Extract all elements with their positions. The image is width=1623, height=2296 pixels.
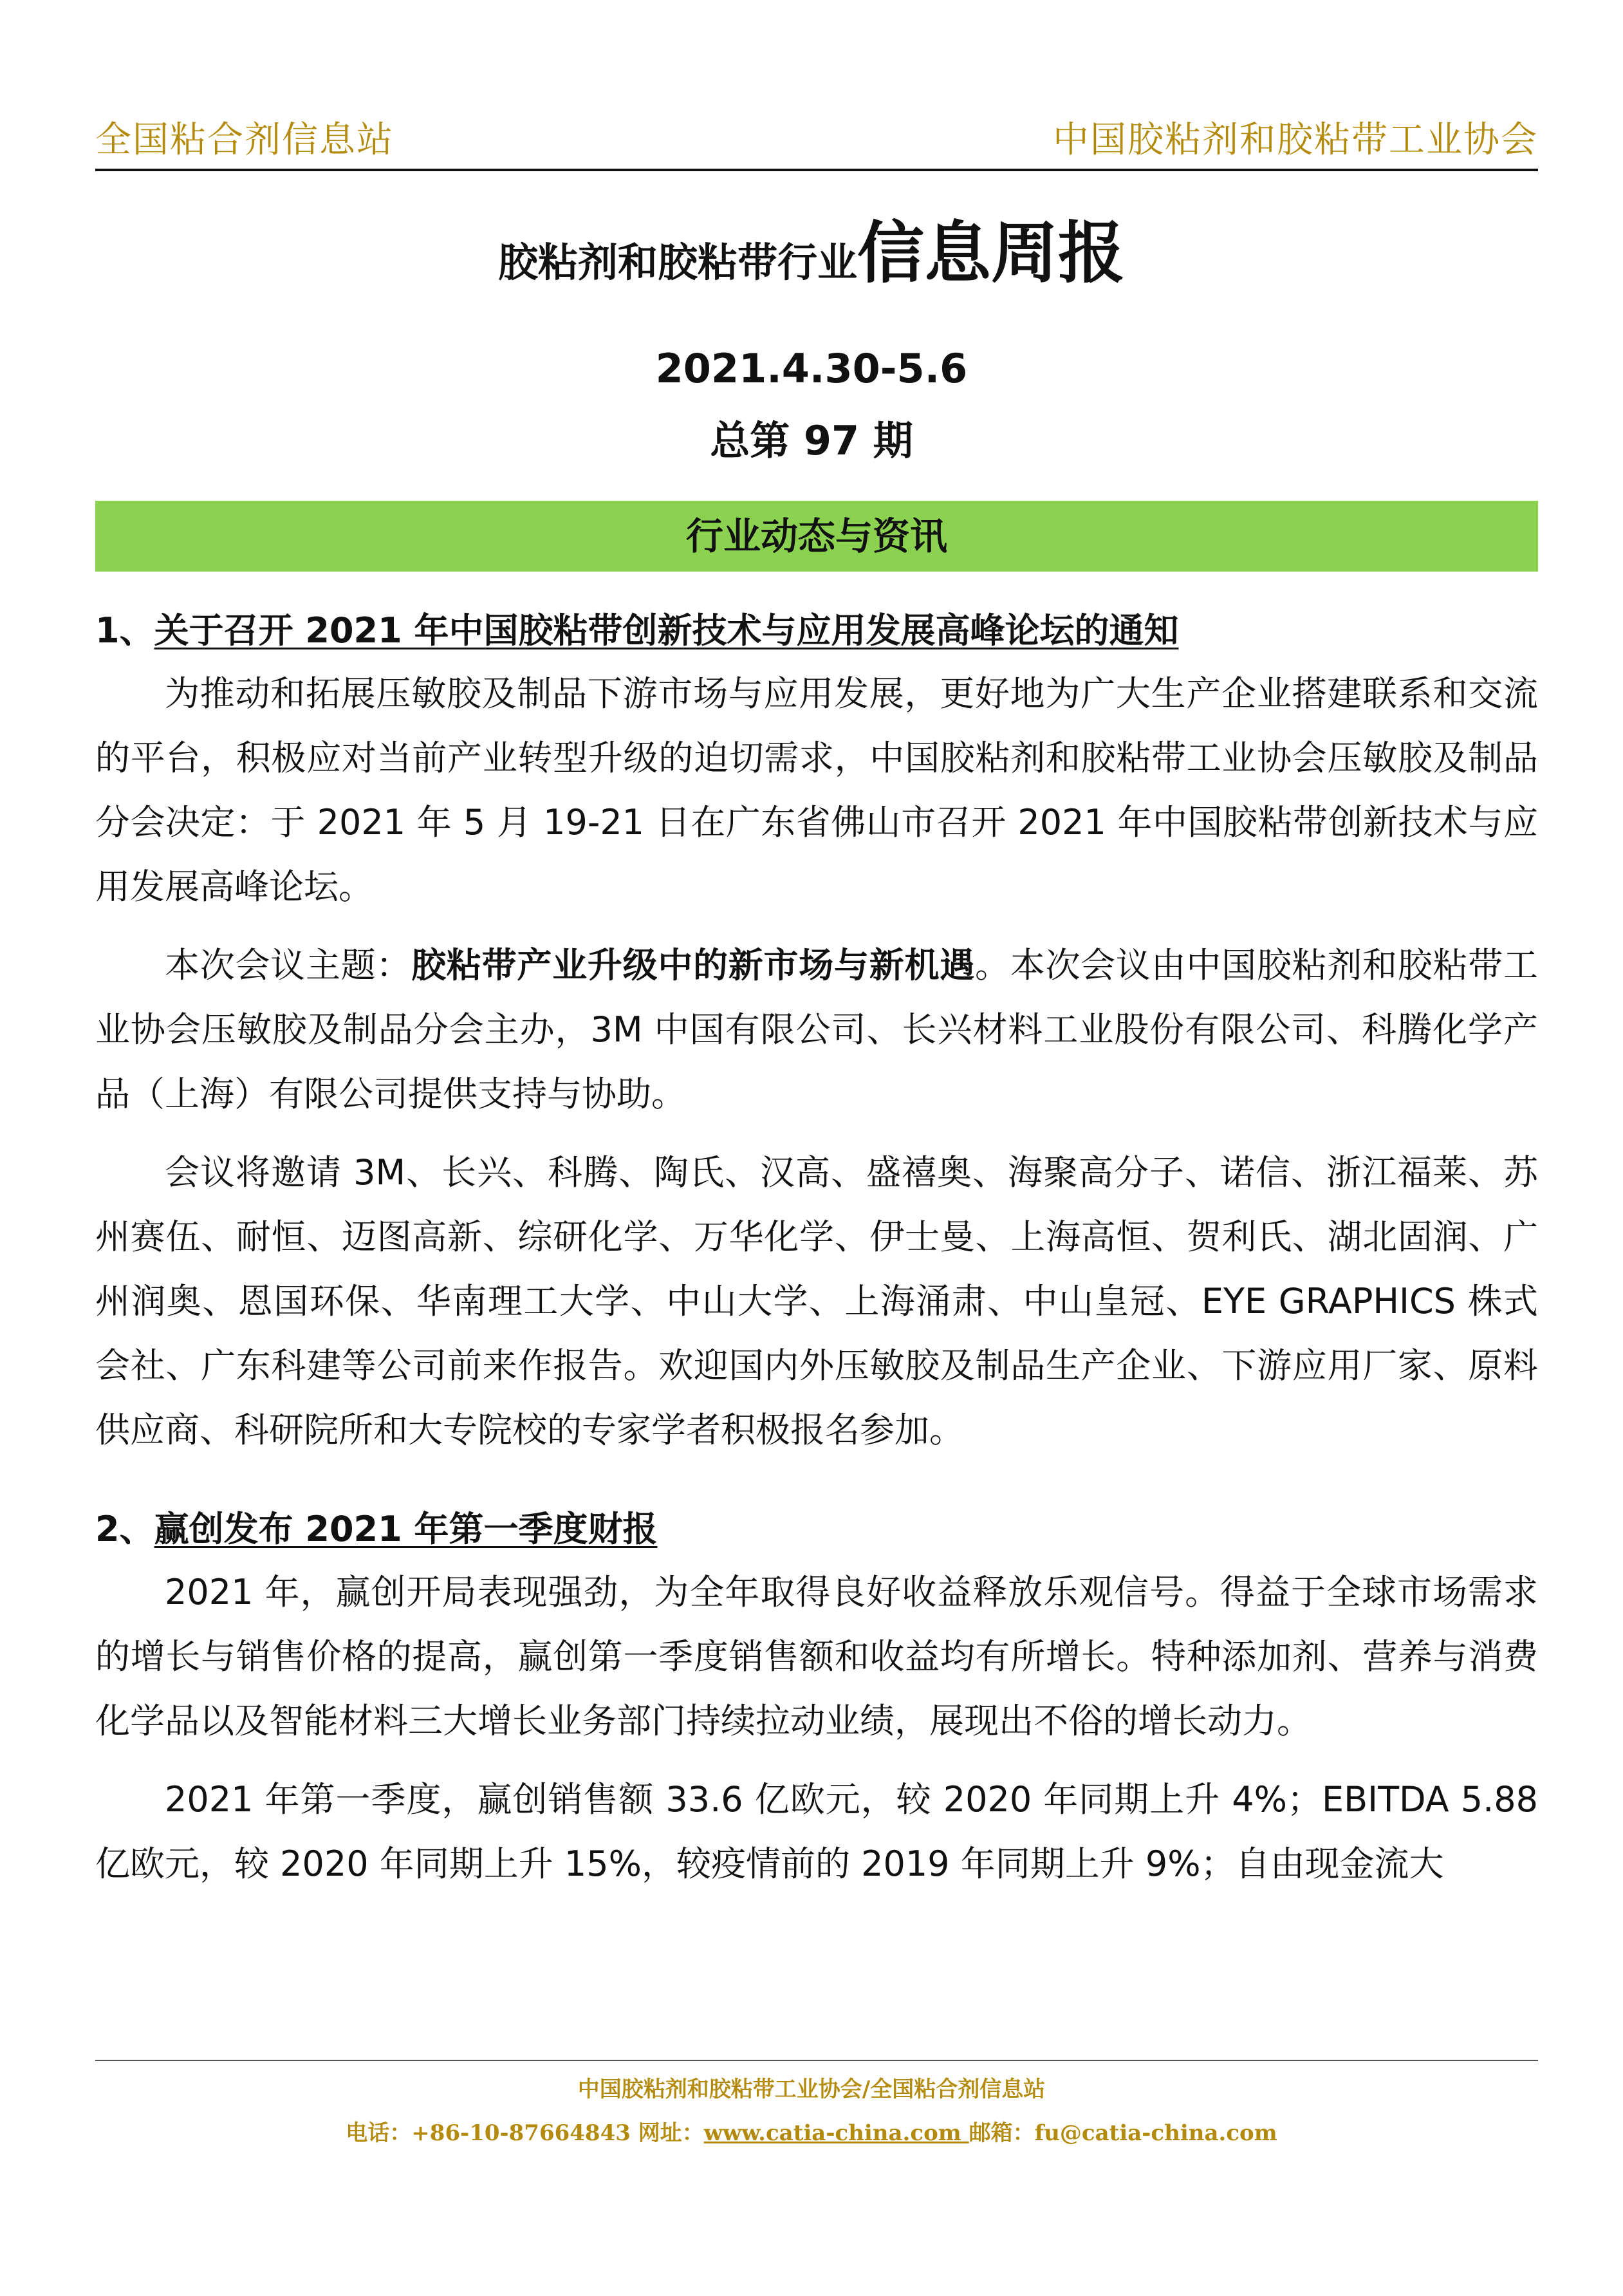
article-title-link[interactable]: 赢创发布 2021 年第一季度财报	[154, 1509, 658, 1549]
date-range: 2021.4.30-5.6	[655, 345, 968, 392]
footer-website-link[interactable]: www.catia-china.com	[703, 2120, 969, 2146]
footer-contact	[0, 2115, 1623, 2151]
article-paragraph-theme	[95, 933, 1538, 1126]
title-part2: 信息周报	[857, 214, 1126, 292]
theme-suffix: 。本次会议由中国胶粘剂和胶粘带工业协会压敏胶及制品分会主办，3M 中国有限公司、长兴材料工业股份有限公司、科腾化学产品（上海）有限公司提供支持与协助。	[95, 945, 1539, 1114]
section-banner: 行业动态与资讯	[95, 501, 1538, 572]
article-list	[95, 600, 1538, 1910]
footer-organization: 中国胶粘剂和胶粘带工业协会/全国粘合剂信息站	[577, 2077, 1046, 2102]
theme-bold: 胶粘带产业升级中的新市场与新机遇	[411, 945, 975, 985]
article-title-link[interactable]: 关于召开 2021 年中国胶粘带创新技术与应用发展高峰论坛的通知	[154, 610, 1179, 651]
article-paragraph: 2021 年，赢创开局表现强劲，为全年取得良好收益释放乐观信号。得益于全球市场需求的增长与销售价格的提高，赢创第一季度销售额和收益均有所增长。特种添加剂、营养与消费化学品以及智能材料三大增长业务部门持续拉动业绩，展现出不俗的增长动力。	[95, 1572, 1538, 1741]
header-site-name: 全国粘合剂信息站	[95, 119, 394, 161]
footer-email-link[interactable]: fu@catia-china.com	[1034, 2120, 1277, 2146]
article-paragraph: 会议将邀请 3M、长兴、科腾、陶氏、汉高、盛禧奥、海聚高分子、诺信、浙江福莱、苏州赛伍、耐恒、迈图高新、综研化学、万华化学、伊士曼、上海高恒、贺利氏、湖北固润、广州润奥、恩国环保、华南理工大学、中山大学、上海涌肃、中山皇冠、EYE GRAPHICS 株式会社、广东科建等公司前来作报告。欢迎国内外压敏胶及制品生产企业、下游应用厂家、原料供应商、科研院所和大专院校的专家学者积极报名参加。	[95, 1152, 1538, 1450]
issue-number: 总第 97 期	[710, 417, 913, 464]
footer-divider	[95, 2060, 1538, 2061]
article-paragraph: 为推动和拓展压敏胶及制品下游市场与应用发展，更好地为广大生产企业搭建联系和交流的平台，积极应对当前产业转型升级的迫切需求，中国胶粘剂和胶粘带工业协会压敏胶及制品分会决定：于 2021 年 5 月 19-21 日在广东省佛山市召开 2021 年中国胶粘带创新技术与应用发展高峰论坛。	[95, 673, 1538, 907]
header-divider	[95, 169, 1538, 171]
article-heading	[95, 600, 1538, 662]
header-association-name: 中国胶粘剂和胶粘带工业协会	[1053, 119, 1538, 161]
page-title	[0, 205, 1623, 321]
article-paragraph: 2021 年第一季度，赢创销售额 33.6 亿欧元，较 2020 年同期上升 4%；EBITDA 5.88 亿欧元，较 2020 年同期上升 15%，较疫情前的 2019 年同期上升 9%；自由现金流大	[95, 1779, 1538, 1884]
theme-prefix: 本次会议主题：	[165, 945, 412, 985]
article-number: 1、	[95, 610, 154, 651]
article-heading	[95, 1498, 1538, 1560]
title-part1: 胶粘剂和胶粘带行业	[497, 239, 857, 286]
article-1	[95, 600, 1538, 1462]
footer-email-label: 邮箱：	[969, 2120, 1035, 2146]
article-2	[95, 1498, 1538, 1896]
footer-phone: 电话：+86-10-87664843 网址：	[346, 2120, 704, 2146]
article-number: 2、	[95, 1509, 154, 1549]
